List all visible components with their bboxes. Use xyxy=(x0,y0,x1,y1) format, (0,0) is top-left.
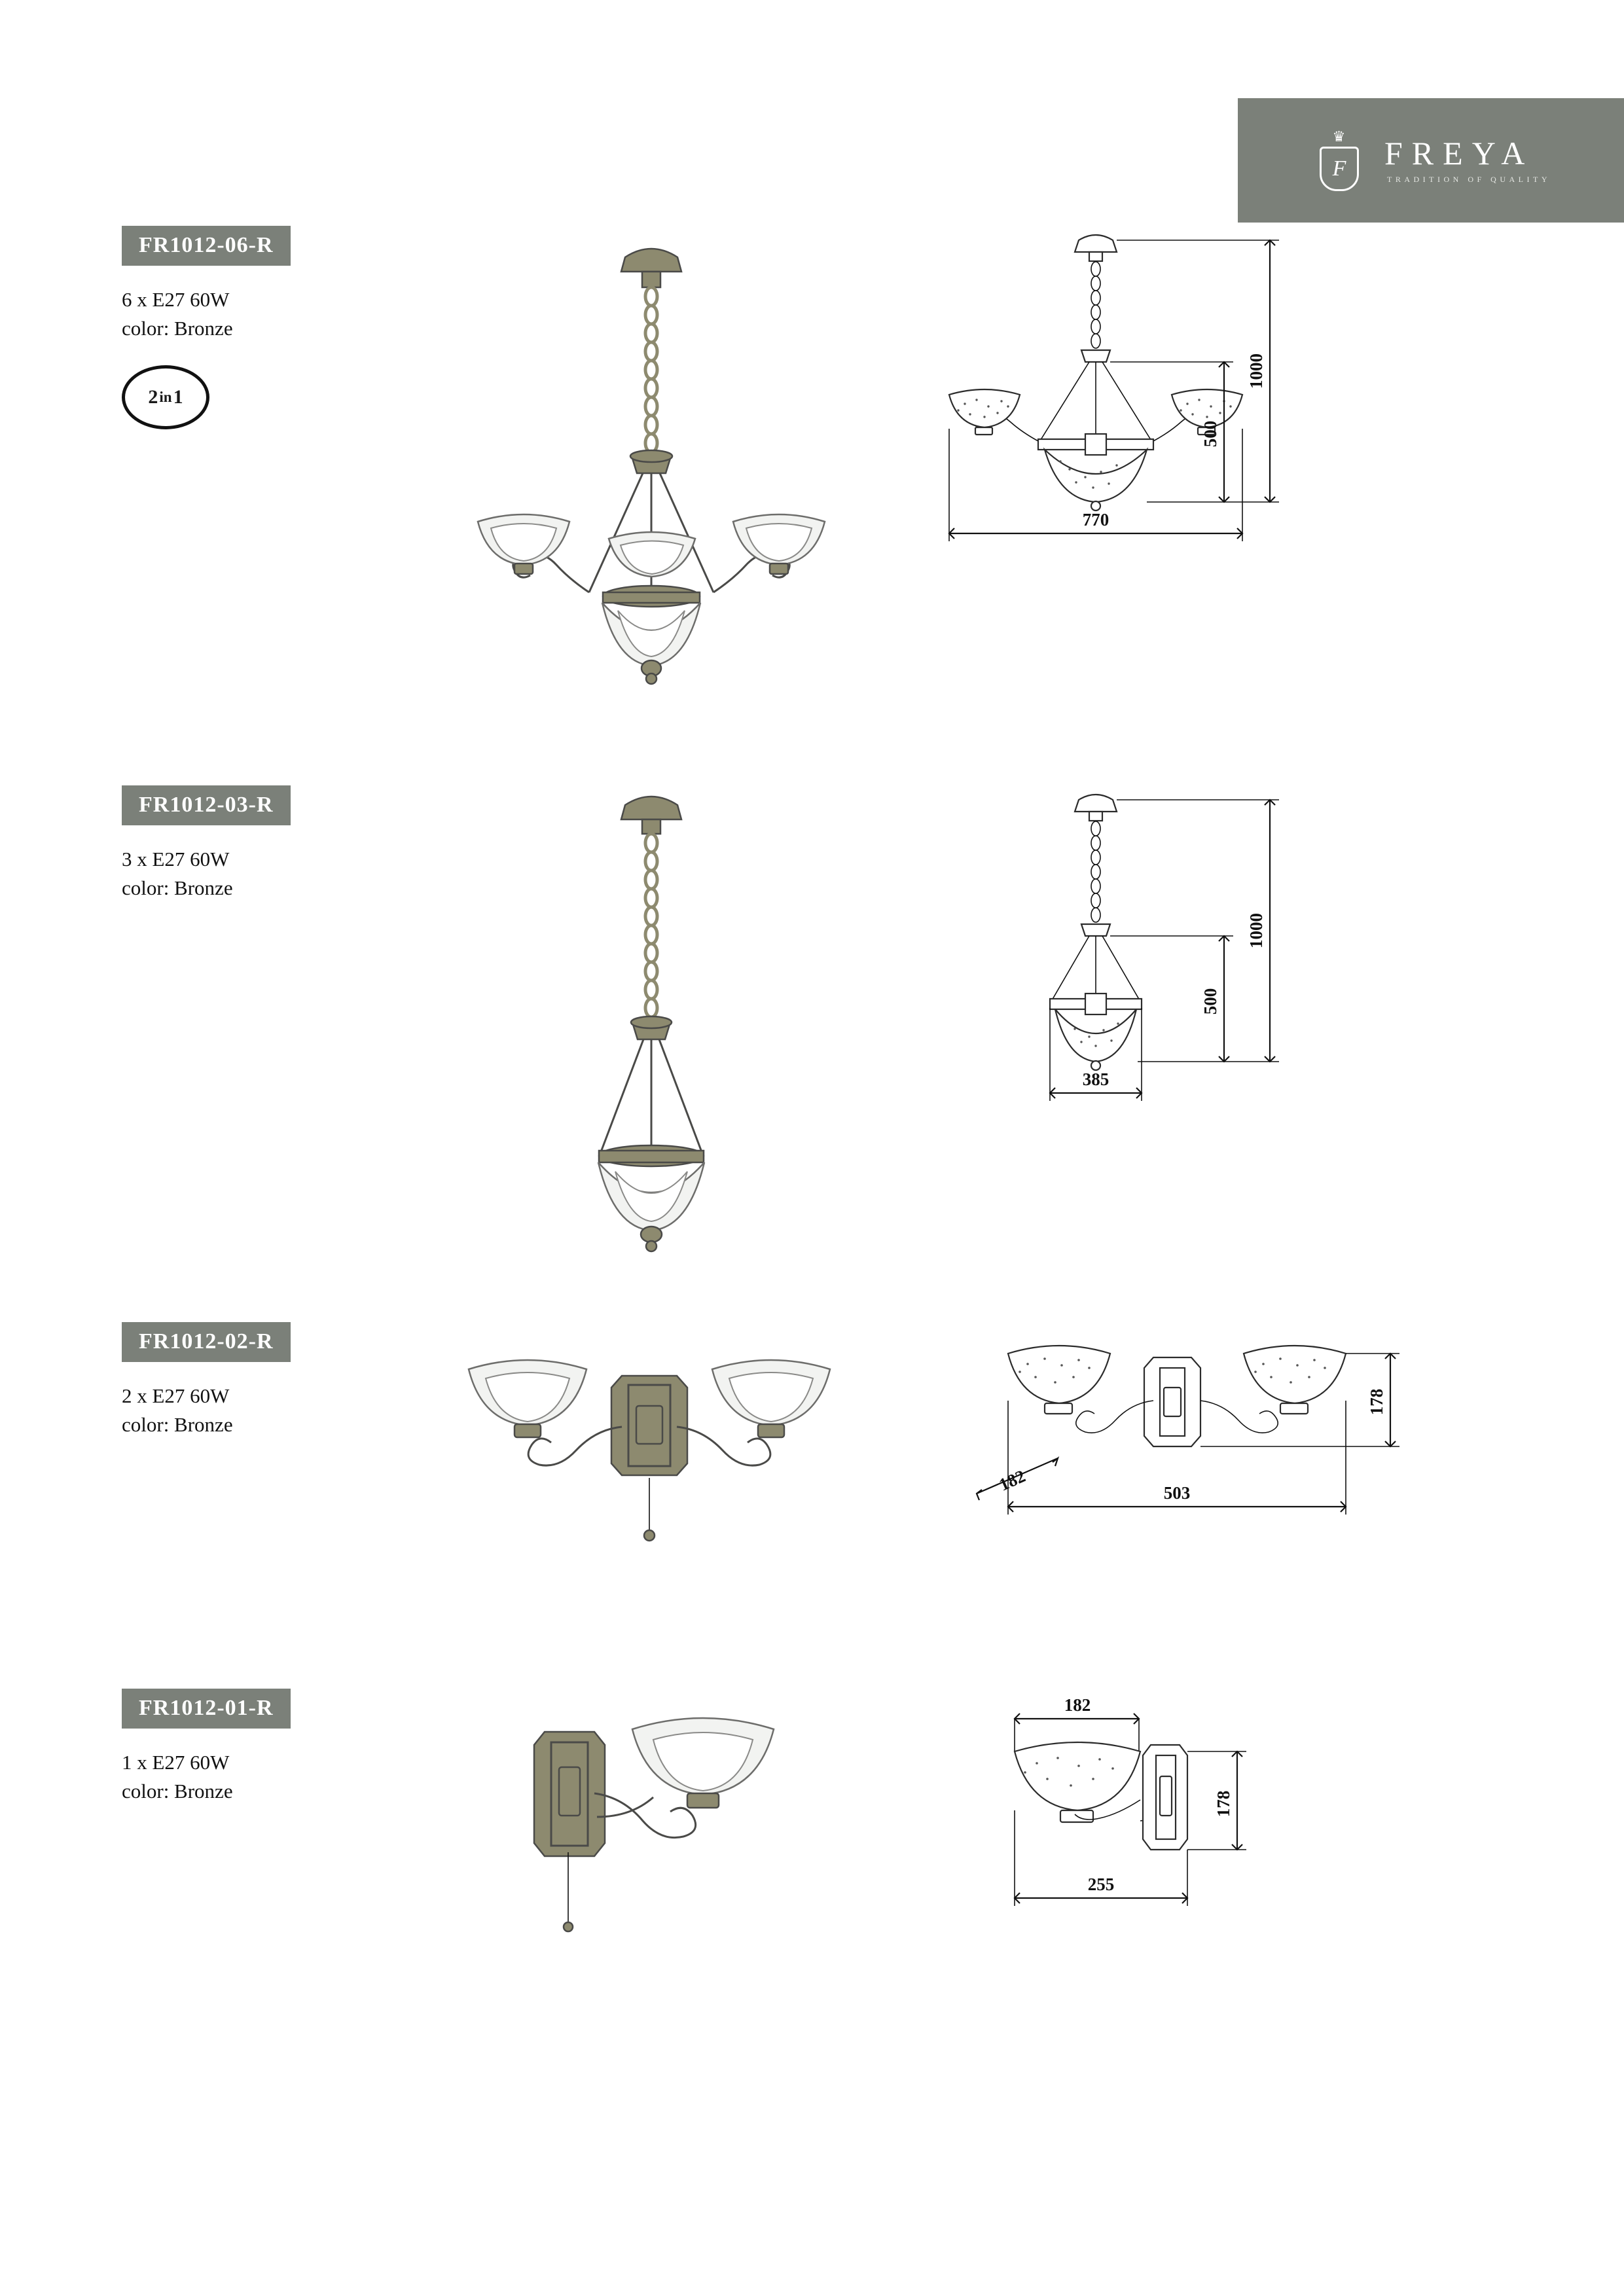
product-drawing xyxy=(929,785,1584,1191)
badge-text: in xyxy=(159,389,172,406)
pendant-3-photo xyxy=(393,785,903,1302)
brand-name: FREYA xyxy=(1384,135,1534,172)
color-spec: color: Bronze xyxy=(122,1780,233,1803)
dim-total-height: 1000 xyxy=(1246,353,1266,389)
dim-body-height: 500 xyxy=(1200,420,1220,448)
pendant-3-dimension-drawing xyxy=(929,785,1558,1191)
product-code: FR1012-02-R xyxy=(122,1322,291,1362)
product-code: FR1012-03-R xyxy=(122,785,291,825)
dim-total-height: 1000 xyxy=(1246,913,1266,948)
dim-projection: 182 xyxy=(1064,1695,1091,1715)
sconce-2-dimension-drawing xyxy=(916,1322,1564,1623)
crown-shield-icon xyxy=(1311,128,1367,193)
product-info xyxy=(122,226,397,429)
shield-icon: F xyxy=(1320,147,1359,191)
lamp-spec: 3 x E27 60W xyxy=(122,848,230,870)
product-row xyxy=(0,1689,1624,2094)
color-spec: color: Bronze xyxy=(122,876,233,900)
dim-width: 385 xyxy=(1082,1069,1110,1089)
brand-text xyxy=(1384,136,1551,185)
dim-body-height: 500 xyxy=(1200,988,1220,1015)
dim-height: 178 xyxy=(1214,1790,1233,1818)
product-info xyxy=(122,1322,397,1439)
product-spec xyxy=(122,1382,397,1439)
badge-number: 2 xyxy=(148,386,158,408)
product-photo xyxy=(497,1689,1021,1964)
chandelier-6-dimension-drawing xyxy=(929,226,1558,632)
color-spec: color: Bronze xyxy=(122,1413,233,1437)
dim-width: 255 xyxy=(1087,1874,1115,1894)
product-photo xyxy=(393,226,916,769)
product-row xyxy=(0,226,1624,782)
lamp-spec: 1 x E27 60W xyxy=(122,1751,230,1774)
sconce-2-photo xyxy=(406,1322,916,1597)
badge-2in1 xyxy=(122,365,209,429)
product-code: FR1012-06-R xyxy=(122,226,291,266)
product-info xyxy=(122,785,397,903)
product-spec xyxy=(122,285,397,343)
product-row xyxy=(0,785,1624,1335)
product-drawing xyxy=(929,226,1584,632)
lamp-spec: 2 x E27 60W xyxy=(122,1384,230,1407)
dim-projection: 182 xyxy=(996,1465,1028,1495)
sconce-1-dimension-drawing xyxy=(982,1689,1571,1977)
color-spec: color: Bronze xyxy=(122,317,233,340)
dim-width: 770 xyxy=(1082,510,1110,529)
dim-height: 178 xyxy=(1367,1388,1386,1416)
product-code: FR1012-01-R xyxy=(122,1689,291,1729)
chandelier-6-photo xyxy=(393,226,903,769)
product-spec xyxy=(122,845,397,903)
product-photo xyxy=(406,1322,929,1597)
badge-suffix: 1 xyxy=(173,386,183,408)
product-drawing xyxy=(916,1322,1571,1623)
product-drawing xyxy=(982,1689,1624,1977)
product-spec xyxy=(122,1748,397,1806)
dim-width: 503 xyxy=(1163,1483,1191,1503)
lamp-spec: 6 x E27 60W xyxy=(122,288,230,311)
product-photo xyxy=(393,785,916,1302)
sconce-1-photo xyxy=(497,1689,956,1964)
brand-tagline: TRADITION OF QUALITY xyxy=(1387,174,1551,184)
crown-icon: ♛ xyxy=(1332,128,1346,145)
product-info xyxy=(122,1689,397,1806)
brand-header xyxy=(1238,98,1624,223)
product-row xyxy=(0,1322,1624,1728)
